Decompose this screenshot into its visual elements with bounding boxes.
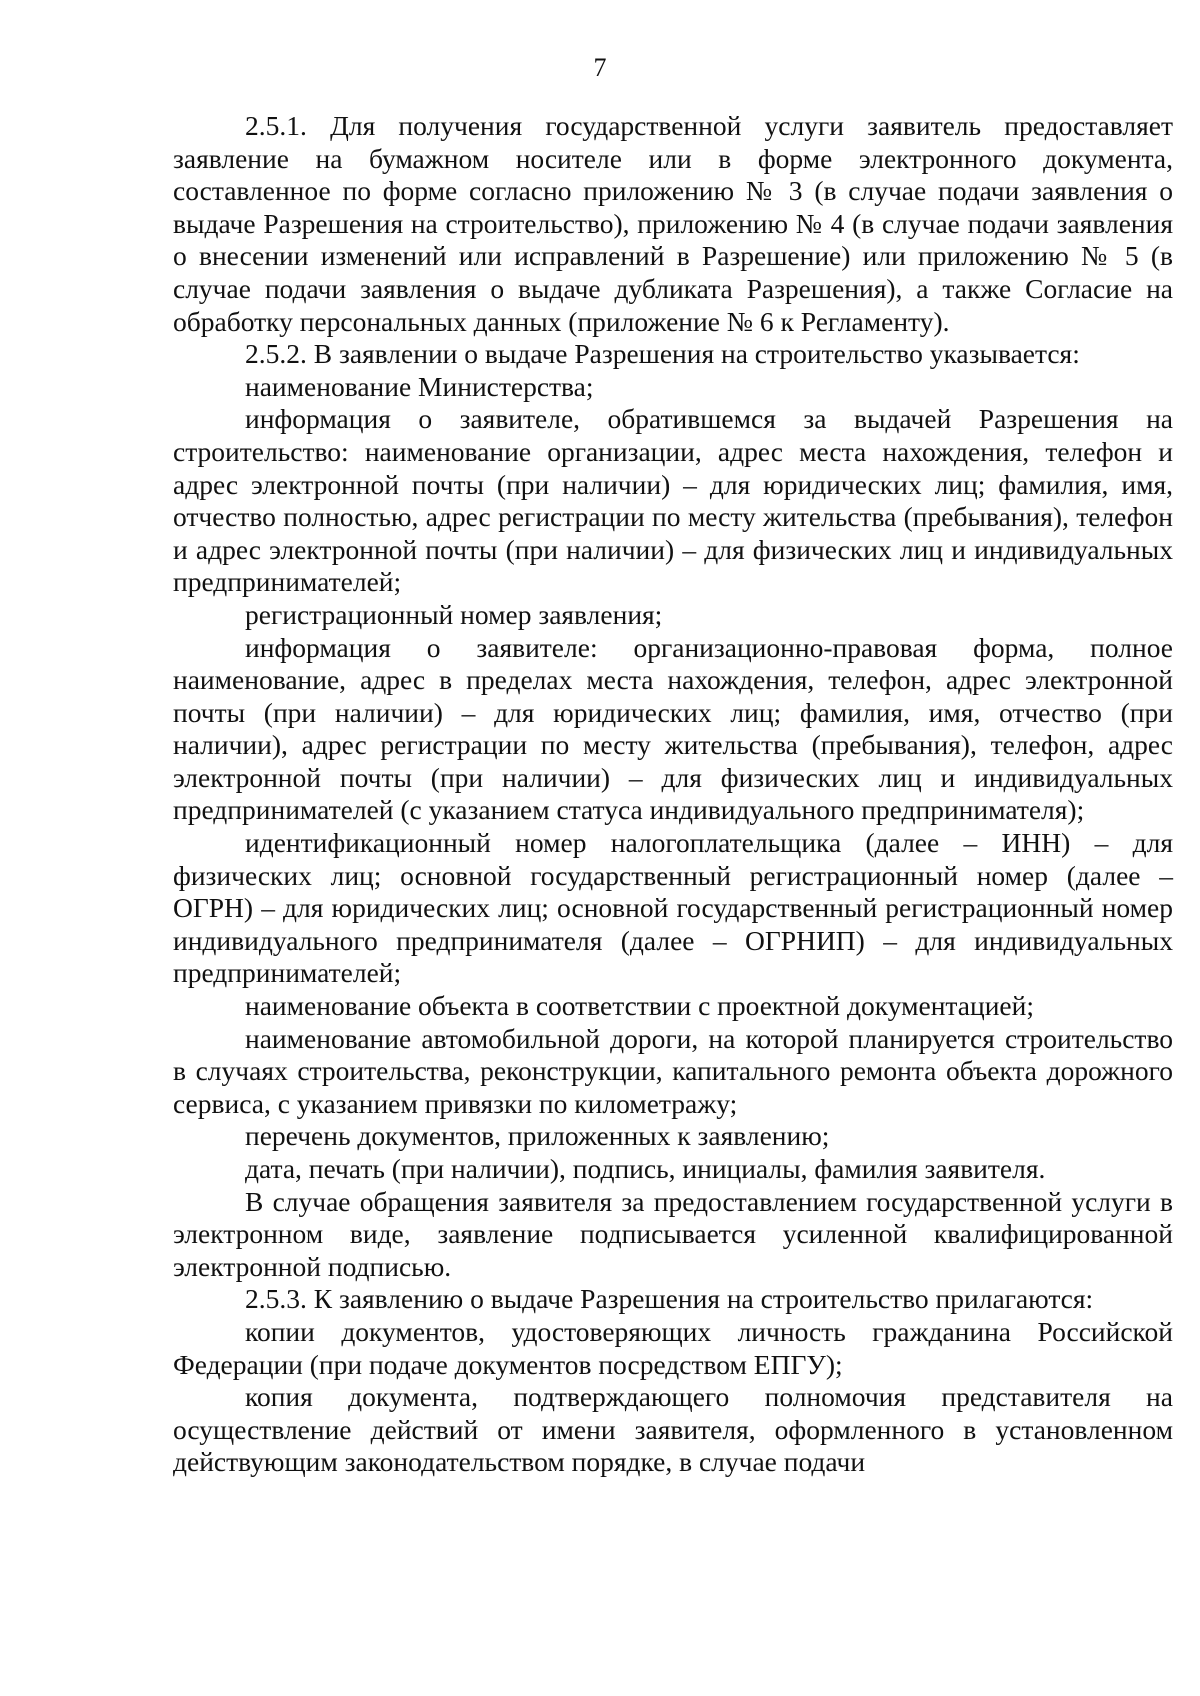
list-item-ministry-name: наименование Министерства;: [245, 370, 594, 402]
list-item-documents-list: перечень документов, приложенных к заявлению;: [245, 1120, 830, 1152]
paragraph-2-5-3: 2.5.3. К заявлению о выдаче Разрешения на строительство прилагаются:: [245, 1283, 1094, 1315]
document-body: [173, 110, 1173, 1479]
page-number: 7: [593, 53, 607, 82]
list-item-object-name: наименование объекта в соответствии с проектной документацией;: [245, 990, 1034, 1022]
list-item-applicant-info: информация о заявителе, обратившемся за выдачей Разрешения на строительство: наименование организации, адрес места нахождения, телефон и адрес электронной почты (при наличии) – для юридических лиц; фамилия, имя, отчество полностью, адрес регистрации по месту жительства (пребывания), телефон и адрес электронной почты (при наличии) – для физических лиц и индивидуальных предпринимателей;: [173, 403, 1173, 598]
list-item-representative-authority: копия документа, подтверждающего полномочия представителя на осуществление действий от имени заявителя, оформленного в установленном действующим законодательством порядке, в случае подачи: [173, 1381, 1173, 1478]
list-item-identity-documents: копии документов, удостоверяющих личность гражданина Российской Федерации (при подаче документов посредством ЕПГУ);: [173, 1315, 1173, 1380]
paragraph-2-5-2: 2.5.2. В заявлении о выдаче Разрешения на строительство указывается:: [245, 338, 1080, 370]
list-item-date-signature: дата, печать (при наличии), подпись, инициалы, фамилия заявителя.: [245, 1153, 1046, 1184]
list-item-registration-number: регистрационный номер заявления;: [245, 598, 663, 630]
paragraph-2-5-1: 2.5.1. Для получения государственной услуги заявитель предоставляет заявление на бумажном носителе или в форме электронного документа, составленное по форме согласно приложению № 3 (в случае подачи заявления о выдаче Разрешения на строительство), приложению № 4 (в случае подачи заявления о внесении изменений или исправлений в Разрешение) или приложению № 5 (в случае подачи заявления о выдаче дубликата Разрешения), а также Согласие на обработку персональных данных (приложение № 6 к Регламенту).: [173, 110, 1173, 337]
list-item-applicant-legal-info: информация о заявителе: организационно-правовая форма, полное наименование, адрес в пределах места нахождения, телефон, адрес электронной почты (при наличии) – для юридических лиц; фамилия, имя, отчество (при наличии), адрес регистрации по месту жительства (пребывания), телефон, адрес электронной почты (при наличии) – для физических лиц и индивидуальных предпринимателей (с указанием статуса индивидуального предпринимателя);: [173, 631, 1173, 826]
paragraph-electronic-signature: В случае обращения заявителя за предоставлением государственной услуги в электронном виде, заявление подписывается усиленной квалифицированной электронной подписью.: [173, 1185, 1173, 1282]
list-item-road-name: наименование автомобильной дороги, на которой планируется строительство в случаях строительства, реконструкции, капитального ремонта объекта дорожного сервиса, с указанием привязки по километражу;: [173, 1022, 1173, 1119]
list-item-tax-ids: идентификационный номер налогоплательщика (далее – ИНН) – для физических лиц; основной государственный регистрационный номер (далее – ОГРН) – для юридических лиц; основной государственный регистрационный номер индивидуального предпринимателя (далее – ОГРНИП) – для индивидуальных предпринимателей;: [173, 827, 1173, 989]
